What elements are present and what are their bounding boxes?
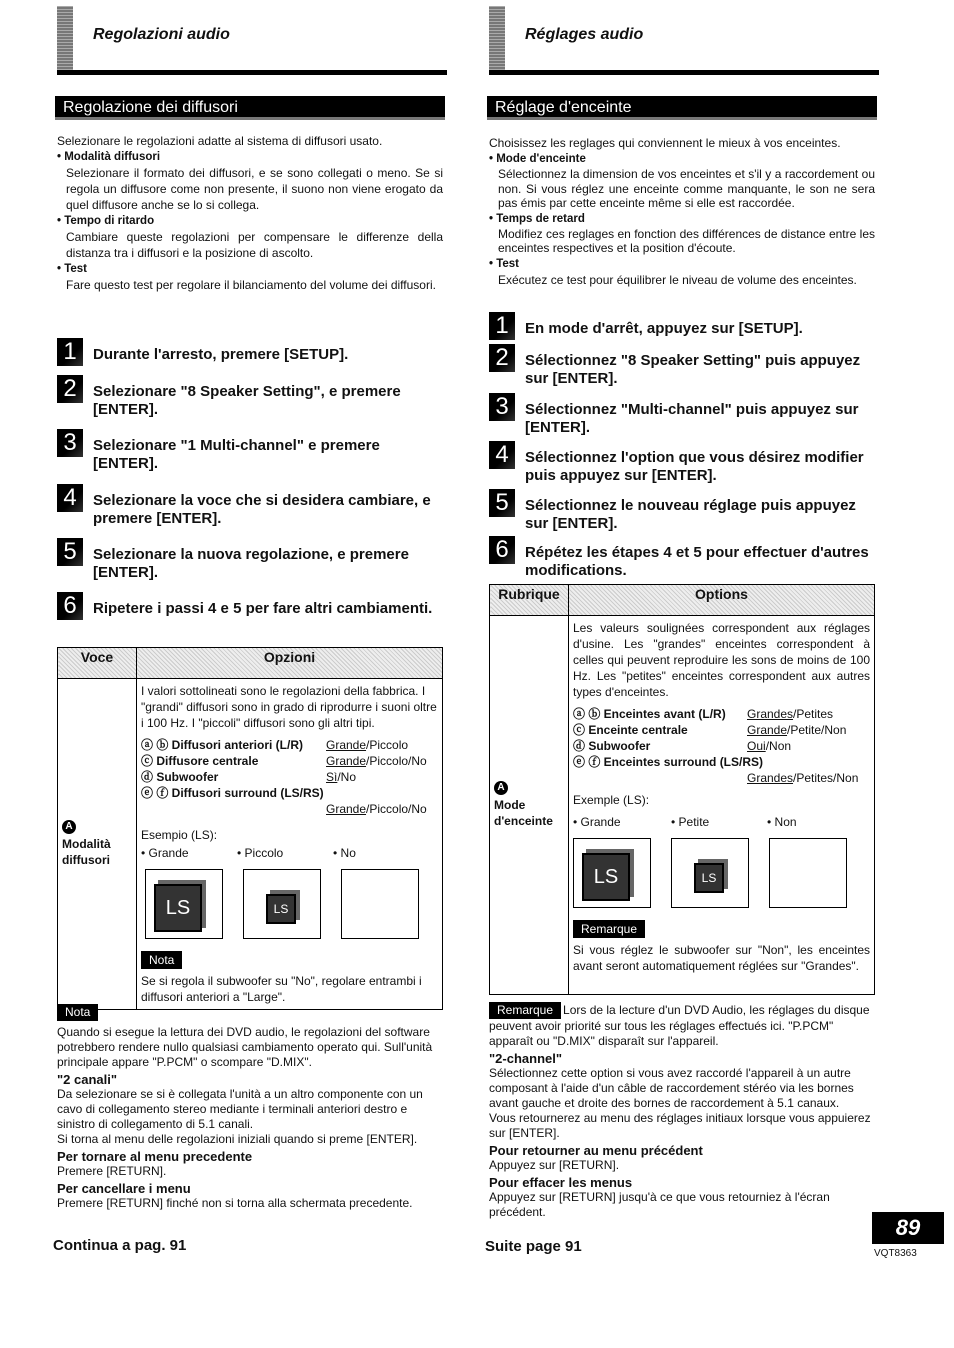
table-header-item: Voce — [58, 648, 137, 679]
step-number: 3 — [57, 429, 83, 457]
options-cell — [137, 679, 443, 1010]
bottom-notes — [489, 1002, 875, 1220]
step-text: Selezionare la nuova regolazione, e premere [ENTER]. — [93, 546, 409, 581]
speaker-large-icon: LS — [145, 869, 223, 939]
item-text: Modifiez ces reglages en fonction des différences de distance entre les enceintes respectives et la position d'écoute. — [498, 226, 875, 255]
intro — [489, 135, 875, 288]
step-text: Ripetere i passi 4 e 5 per fare altri cambiamenti. — [93, 600, 433, 617]
step-1 — [489, 312, 875, 340]
row-label-cell — [58, 679, 137, 1010]
intro — [57, 133, 443, 293]
step-1 — [57, 338, 443, 366]
step-number: 4 — [489, 441, 515, 469]
table-note: Si vous réglez le subwoofer sur "Non", les enceintes avant seront automatiquement réglées sur "Grandes". — [573, 943, 870, 973]
step-number: 3 — [489, 393, 515, 421]
choice-none: • No — [333, 846, 356, 860]
continue-label: Suite page 91 — [485, 1238, 582, 1255]
header-title: Réglages audio — [525, 26, 644, 43]
option-row: ⓒ Diffusore centrale Grande/Piccolo/No — [141, 754, 427, 768]
row-label: Modalità diffusori — [62, 837, 111, 867]
cancel-title: Pour effacer les menus — [489, 1175, 633, 1190]
step-number: 1 — [489, 312, 515, 340]
speaker-small-icon: LS — [671, 838, 749, 908]
cancel-title: Per cancellare i menu — [57, 1181, 191, 1196]
intro-text: Selezionare le regolazioni adatte al sistema di diffusori usato. — [57, 134, 383, 148]
row-marker-a: A — [494, 781, 508, 795]
continue-label: Continua a pag. 91 — [53, 1237, 187, 1254]
row-label: Mode d'enceinte — [494, 798, 553, 828]
row-marker-a: A — [62, 820, 76, 834]
step-number: 1 — [57, 338, 83, 366]
header-bar — [489, 6, 505, 72]
option-row: ⓐ ⓑ Diffusori anteriori (L/R) Grande/Piccolo — [141, 738, 409, 752]
options-description: I valori sottolineati sono le regolazioni della fabbrica. I "grandi" diffusori sono in grado di riprodurre i suoni oltre i 100 Hz. I "piccoli" diffusori sono gli altri tipi. — [141, 684, 437, 730]
speaker-diagrams — [145, 869, 438, 939]
note-text: Quando si esegue la lettura dei DVD audio, le regolazioni del software potrebbero rendere nullo qualsiasi cambiamento operato qui. Sull'unità principale appare "P.PCM" o scompare "D.MIX". — [57, 1025, 433, 1069]
channel-text: Da selezionare se si è collegata l'unità a un altro componente con un cavo di collegamento stereo mediante i terminali anteriori destro e sinistro di collegamento di 5.1 canali. — [57, 1087, 423, 1131]
note-tag: Remarque — [573, 920, 645, 938]
step-3 — [489, 393, 875, 437]
step-text: Selezionare "1 Multi-channel" e premere [ENTER]. — [93, 437, 380, 472]
choice-large: • Grande — [573, 815, 621, 829]
step-text: Sélectionnez l'option que vous désirez modifier puis appuyez sur [ENTER]. — [525, 449, 864, 484]
item-text: Selezionare il formato dei diffusori, e se sono collegati o meno. Se si regola un diffusore come non presente, il suono non viene erogato da quel diffusore anche se lo si collega. — [66, 166, 443, 212]
options-table — [57, 647, 443, 1010]
note-text — [489, 1002, 875, 1049]
speaker-diagrams — [573, 838, 870, 908]
step-text: En mode d'arrêt, appuyez sur [SETUP]. — [525, 320, 803, 337]
step-text: Sélectionnez "Multi-channel" puis appuyez sur [ENTER]. — [525, 401, 859, 436]
item-title: • Modalità diffusori — [57, 151, 161, 163]
item-title: • Mode d'enceinte — [489, 153, 586, 165]
section-title: Regolazione dei diffusori — [55, 96, 445, 120]
step-5 — [489, 489, 875, 533]
example-choices — [573, 814, 870, 830]
table-note: Se si regola il subwoofer su "No", regolare entrambi i diffusori anteriori a "Large". — [141, 974, 422, 1004]
header — [485, 0, 875, 76]
step-4 — [57, 484, 443, 528]
step-text: Selezionare la voce che si desidera cambiare, e premere [ENTER]. — [93, 492, 431, 527]
cancel-text: Appuyez sur [RETURN] jusqu'à ce que vous retourniez à l'écran précédent. — [489, 1190, 830, 1219]
row-label-cell — [490, 616, 569, 995]
choice-large: • Grande — [141, 846, 189, 860]
return-title: Per tornare al menu precedente — [57, 1149, 253, 1164]
step-2 — [489, 344, 875, 388]
intro-text: Choisissez les reglages qui conviennent le mieux à vos enceintes. — [489, 136, 841, 150]
note-tag: Nota — [141, 951, 182, 969]
step-6 — [489, 536, 875, 580]
note-body: Lors de la lecture d'un DVD Audio, les réglages du disque peuvent avoir priorité sur tous les réglages effectués ici. "P.PCM" apparaît ou "D.MIX" disparaît sur l'appareil. — [489, 1003, 870, 1048]
step-number: 5 — [489, 489, 515, 517]
choice-small: • Piccolo — [237, 846, 284, 860]
channel-title: "2 canali" — [57, 1072, 118, 1087]
item-text: Exécutez ce test pour équilibrer le niveau de volume des enceintes. — [498, 272, 857, 287]
step-number: 5 — [57, 538, 83, 566]
table-header-options: Opzioni — [137, 648, 443, 679]
cancel-text: Premere [RETURN] finché non si torna alla schermata precedente. — [57, 1196, 413, 1210]
option-row: ⓓ Subwoofer Sì/No — [141, 770, 357, 784]
column-french — [485, 0, 875, 1255]
header-title: Regolazioni audio — [93, 26, 230, 43]
page-number: 89 — [872, 1212, 944, 1244]
header-rule — [57, 70, 447, 75]
header-bar — [57, 6, 73, 72]
channel-text-2: Si torna al menu delle regolazioni iniziali quando si preme [ENTER]. — [57, 1132, 418, 1146]
speaker-none-icon — [769, 838, 847, 908]
section-title: Réglage d'enceinte — [487, 96, 877, 120]
step-text: Répétez les étapes 4 et 5 pour effectuer d'autres modifications. — [525, 544, 869, 579]
header — [53, 0, 443, 76]
option-row: ⓒ Enceinte centrale Grande/Petite/Non — [573, 723, 847, 737]
step-2 — [57, 375, 443, 419]
options-table — [489, 584, 875, 995]
note-tag: Remarque — [489, 1002, 561, 1019]
step-text: Durante l'arresto, premere [SETUP]. — [93, 346, 349, 363]
surround-values: Grandes/Petites/Non — [747, 771, 859, 785]
step-text: Sélectionnez le nouveau réglage puis appuyez sur [ENTER]. — [525, 497, 856, 532]
item-title: • Temps de retard — [489, 212, 585, 225]
step-number: 2 — [489, 344, 515, 372]
table-header-item: Rubrique — [490, 585, 569, 616]
document-code: VQT8363 — [874, 1248, 917, 1259]
step-number: 4 — [57, 484, 83, 512]
header-rule — [489, 70, 879, 75]
step-text: Selezionare "8 Speaker Setting", e premere [ENTER]. — [93, 383, 401, 418]
column-italian — [53, 0, 443, 1254]
item-text: Sélectionnez la dimension de vos enceintes et s'il y a raccordement ou non. Si vous réglez une enceinte comme manquante, le son ne sera pas émis par cette enceinte même si elle est raccordée. — [498, 167, 875, 210]
options-cell — [569, 616, 875, 995]
step-number: 6 — [489, 536, 515, 564]
item-title: • Test — [489, 257, 520, 270]
speaker-large-icon: LS — [573, 838, 651, 908]
note-tag: Nota — [57, 1004, 98, 1021]
bottom-notes — [57, 1000, 443, 1211]
choice-small: • Petite — [671, 815, 710, 829]
table-header-options: Options — [569, 585, 875, 616]
speaker-none-icon — [341, 869, 419, 939]
item-text: Cambiare queste regolazioni per compensare le differenze della distanza tra i diffusori e la posizione di ascolto. — [66, 230, 443, 260]
item-title: • Test — [57, 263, 88, 275]
option-row: ⓐ ⓑ Enceintes avant (L/R) Grandes/Petites — [573, 707, 834, 721]
step-3 — [57, 429, 443, 473]
return-text: Appuyez sur [RETURN]. — [489, 1158, 620, 1172]
option-row: ⓓ Subwoofer Oui/Non — [573, 739, 792, 753]
channel-title: "2-channel" — [489, 1051, 563, 1066]
option-row: ⓔ ⓕ Diffusori surround (LS/RS) — [141, 786, 324, 800]
choice-none: • Non — [767, 815, 797, 829]
step-5 — [57, 538, 443, 582]
surround-values: Grande/Piccolo/No — [326, 802, 427, 816]
return-text: Premere [RETURN]. — [57, 1164, 167, 1178]
channel-text: Sélectionnez cette option si vous avez raccordé l'appareil à un autre composant à l'aide d'un câble de raccordement stéréo via les bornes avant gauche et droite des bornes de raccordement à 5.1 canaux. — [489, 1066, 854, 1110]
item-title: • Tempo di ritardo — [57, 215, 155, 227]
return-title: Pour retourner au menu précédent — [489, 1143, 703, 1158]
example-label: Exemple (LS): — [573, 793, 650, 807]
step-number: 6 — [57, 592, 83, 620]
step-6 — [57, 592, 443, 620]
step-4 — [489, 441, 875, 485]
options-description: Les valeurs soulignées correspondent aux réglages d'usine. Les "grandes" enceintes correspondent à celles qui peuvent reproduire les sons de moins de 100 Hz. Les "petites" enceintes correspondent aux autres types d'enceintes. — [573, 621, 870, 699]
step-text: Sélectionnez "8 Speaker Setting" puis appuyez sur [ENTER]. — [525, 352, 861, 387]
speaker-small-icon: LS — [243, 869, 321, 939]
option-row: ⓔ ⓕ Enceintes surround (LS/RS) — [573, 755, 764, 769]
item-text: Fare questo test per regolare il bilanciamento del volume dei diffusori. — [66, 278, 436, 292]
example-label: Esempio (LS): — [141, 828, 218, 842]
step-number: 2 — [57, 375, 83, 403]
channel-text-2: Vous retournerez au menu des réglages initiaux lorsque vous appuierez sur [ENTER]. — [489, 1111, 871, 1140]
example-choices — [141, 845, 438, 861]
